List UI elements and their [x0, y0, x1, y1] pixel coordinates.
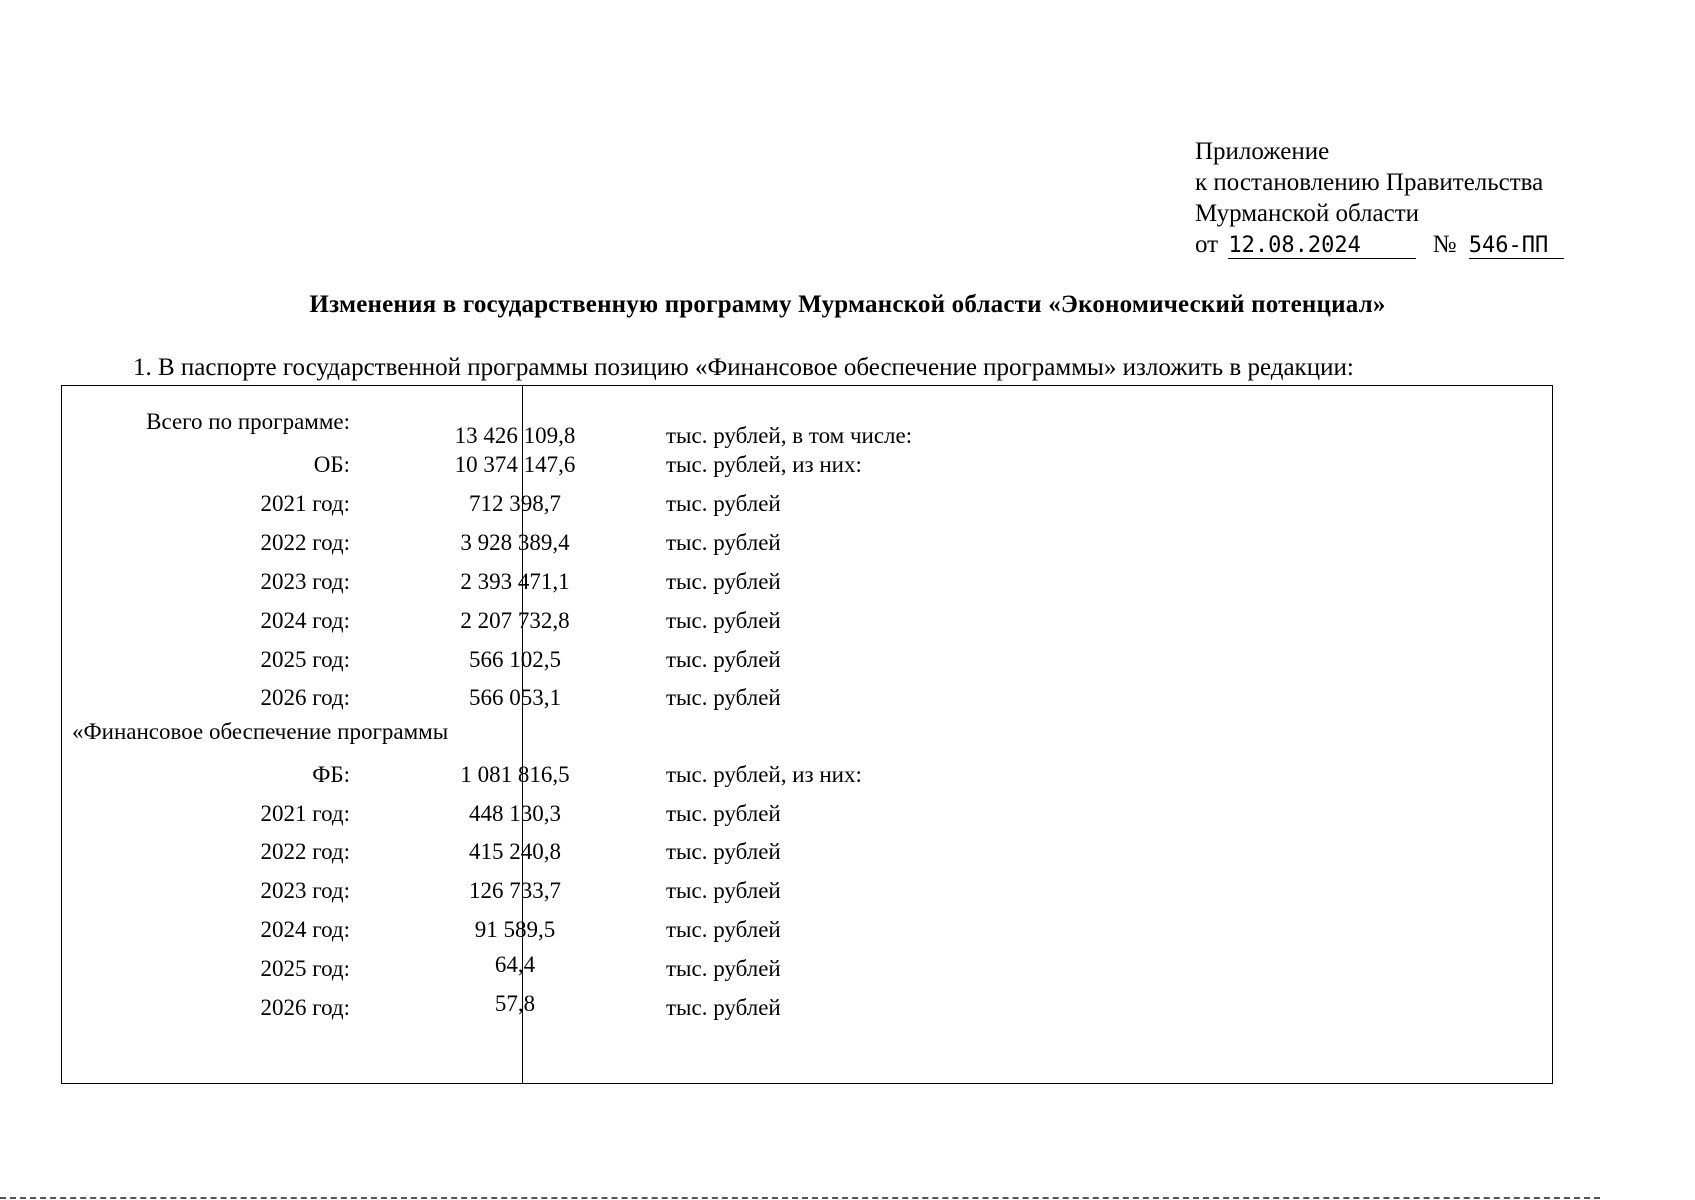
row-unit: тыс. рублей, из них:: [666, 452, 862, 477]
row-label: 2025 год:: [260, 647, 350, 672]
financing-row: [62, 952, 1092, 986]
financing-row: [62, 569, 1092, 599]
row-value: 3 928 389,4: [460, 530, 570, 555]
row-value: 91 589,5: [474, 917, 556, 942]
row-label: 2022 год:: [260, 530, 350, 555]
financing-row: [62, 839, 1092, 869]
financing-row: [62, 647, 1092, 677]
paragraph-1: 1. В паспорте государственной программы позицию «Финансовое обеспечение программы» изложить в редакции:: [133, 354, 1354, 381]
row-value: 566 102,5: [469, 647, 561, 672]
row-label: 2024 год:: [260, 917, 350, 942]
row-value: 64,4: [494, 952, 536, 977]
financing-row: [62, 491, 1092, 521]
appendix-decree-line: к постановлению Правительства: [1195, 169, 1544, 196]
row-label: 2026 год:: [260, 995, 350, 1020]
row-value: 2 207 732,8: [460, 608, 570, 633]
row-value: 1 081 816,5: [460, 762, 570, 787]
row-unit: тыс. рублей: [666, 608, 781, 633]
row-label: 2023 год:: [260, 569, 350, 594]
financing-row: [62, 991, 1092, 1025]
row-label: 2024 год:: [260, 608, 350, 633]
appendix-block: [1195, 136, 1564, 260]
row-unit: тыс. рублей: [666, 530, 781, 555]
appendix-region-line: Мурманской области: [1195, 200, 1420, 227]
financing-row: [62, 608, 1092, 638]
row-unit: тыс. рублей: [666, 801, 781, 826]
row-unit: тыс. рублей: [666, 685, 781, 710]
financing-row: [62, 685, 1092, 715]
from-label: от: [1195, 231, 1219, 258]
row-value: 10 374 147,6: [454, 452, 576, 477]
financing-label-cell: «Финансовое обеспечение программы: [72, 719, 449, 744]
financing-row: [62, 801, 1092, 831]
row-label: Всего по программе:: [146, 409, 350, 434]
row-value: 13 426 109,8: [454, 423, 576, 448]
row-unit: тыс. рублей: [666, 839, 781, 864]
financing-table: [61, 385, 1553, 1084]
row-value: 448 130,3: [469, 801, 561, 826]
row-value: 712 398,7: [469, 491, 561, 516]
appendix-heading: Приложение: [1195, 138, 1330, 165]
row-unit: тыс. рублей, в том числе:: [666, 423, 913, 448]
row-value: 57,8: [494, 991, 536, 1016]
row-unit: тыс. рублей: [666, 878, 781, 903]
row-value: 2 393 471,1: [460, 569, 570, 594]
row-unit: тыс. рублей: [666, 917, 781, 942]
decree-number: 546-ПП: [1469, 234, 1564, 259]
row-value: 415 240,8: [469, 839, 561, 864]
financing-row: [62, 409, 1092, 448]
scan-edge-line: [0, 1197, 1600, 1199]
row-label: 2025 год:: [260, 956, 350, 981]
number-label: №: [1432, 231, 1457, 258]
appendix-date-line: [1195, 229, 1564, 260]
row-label: 2021 год:: [260, 491, 350, 516]
row-unit: тыс. рублей: [666, 956, 781, 981]
row-unit: тыс. рублей: [666, 995, 781, 1020]
row-unit: тыс. рублей, из них:: [666, 762, 862, 787]
document-title: Изменения в государственную программу Мурманской области «Экономический потенциал»: [309, 291, 1386, 318]
row-unit: тыс. рублей: [666, 491, 781, 516]
financing-row: [62, 917, 1092, 947]
row-label: 2023 год:: [260, 878, 350, 903]
row-label: ОБ:: [313, 452, 350, 477]
row-value: 566 053,1: [469, 685, 561, 710]
row-unit: тыс. рублей: [666, 569, 781, 594]
financing-row: [62, 530, 1092, 560]
financing-row: [62, 762, 1092, 792]
row-value: 126 733,7: [469, 878, 561, 903]
decree-date: 12.08.2024: [1228, 234, 1416, 259]
row-label: ФБ:: [312, 762, 350, 787]
row-unit: тыс. рублей: [666, 647, 781, 672]
row-label: 2026 год:: [260, 685, 350, 710]
financing-row: [62, 452, 1092, 482]
financing-row: [62, 878, 1092, 908]
row-label: 2021 год:: [260, 801, 350, 826]
row-label: 2022 год:: [260, 839, 350, 864]
